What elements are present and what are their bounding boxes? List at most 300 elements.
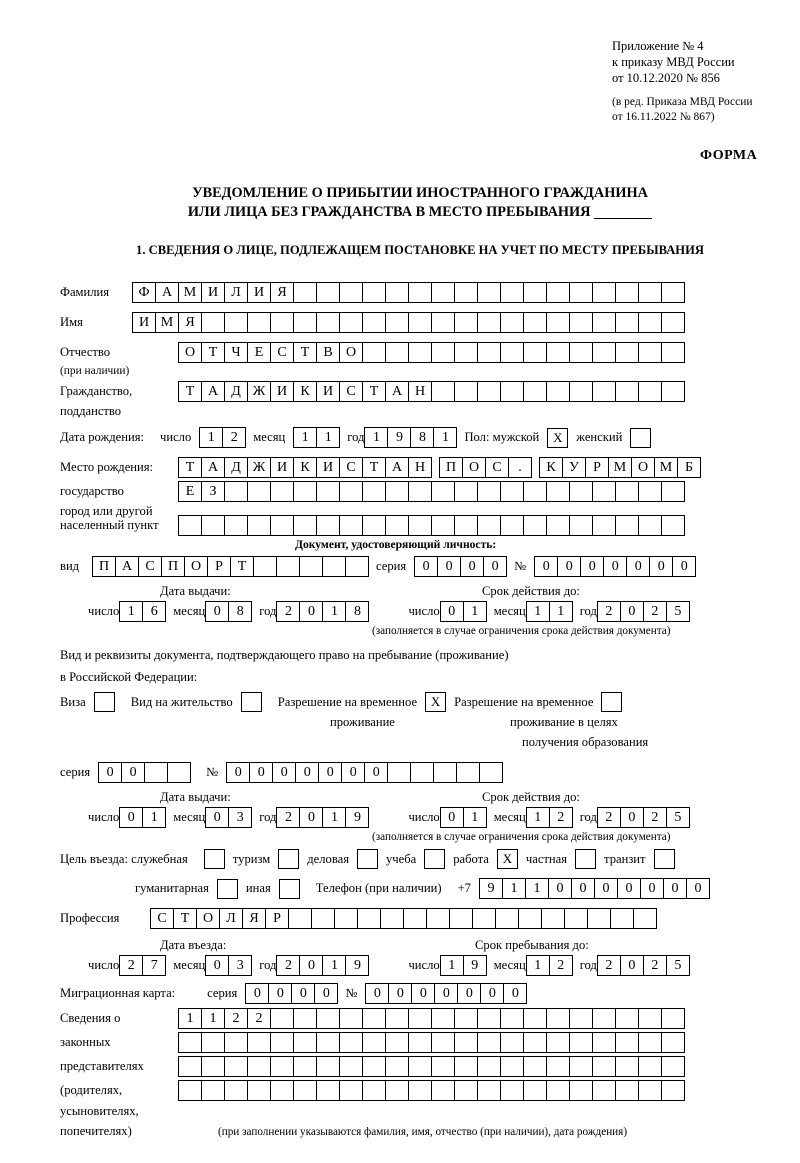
- char-cell[interactable]: [293, 481, 317, 502]
- char-cell[interactable]: [431, 1056, 455, 1077]
- char-cell[interactable]: 0: [299, 955, 323, 976]
- char-cell[interactable]: [408, 515, 432, 536]
- birth-state-boxes[interactable]: [178, 457, 431, 478]
- char-cell[interactable]: [569, 342, 593, 363]
- char-cell[interactable]: А: [385, 457, 409, 478]
- char-cell[interactable]: [293, 282, 317, 303]
- char-cell[interactable]: [339, 1056, 363, 1077]
- entry-year-boxes[interactable]: [276, 955, 368, 976]
- char-cell[interactable]: 5: [666, 955, 690, 976]
- char-cell[interactable]: 0: [434, 983, 458, 1004]
- char-cell[interactable]: Т: [178, 457, 202, 478]
- permit-issue-month-boxes[interactable]: [205, 807, 251, 828]
- permit-series-boxes[interactable]: [98, 762, 190, 783]
- char-cell[interactable]: 1: [119, 601, 143, 622]
- char-cell[interactable]: [334, 908, 358, 929]
- char-cell[interactable]: [339, 1032, 363, 1053]
- char-cell[interactable]: 1: [463, 601, 487, 622]
- permit-valid-day-boxes[interactable]: [440, 807, 486, 828]
- char-cell[interactable]: [385, 1008, 409, 1029]
- char-cell[interactable]: [546, 342, 570, 363]
- birth-state-tail-boxes[interactable]: [439, 457, 531, 478]
- char-cell[interactable]: 0: [365, 983, 389, 1004]
- char-cell[interactable]: 1: [549, 601, 573, 622]
- char-cell[interactable]: О: [462, 457, 486, 478]
- sex-male-checkbox[interactable]: X: [547, 428, 568, 448]
- char-cell[interactable]: [661, 1056, 685, 1077]
- doc-series-boxes[interactable]: [414, 556, 506, 577]
- char-cell[interactable]: П: [439, 457, 463, 478]
- char-cell[interactable]: [569, 282, 593, 303]
- legal-reps-boxes-4[interactable]: [178, 1080, 684, 1101]
- permit-valid-year-boxes[interactable]: [597, 807, 689, 828]
- char-cell[interactable]: 1: [364, 427, 388, 448]
- char-cell[interactable]: [201, 1080, 225, 1101]
- char-cell[interactable]: И: [132, 312, 156, 333]
- char-cell[interactable]: Т: [293, 342, 317, 363]
- char-cell[interactable]: Т: [362, 381, 386, 402]
- char-cell[interactable]: [362, 342, 386, 363]
- char-cell[interactable]: 0: [603, 556, 627, 577]
- char-cell[interactable]: Н: [408, 457, 432, 478]
- char-cell[interactable]: [477, 1080, 501, 1101]
- char-cell[interactable]: [541, 908, 565, 929]
- purpose-study-checkbox[interactable]: [424, 849, 445, 869]
- char-cell[interactable]: 2: [276, 601, 300, 622]
- char-cell[interactable]: И: [270, 457, 294, 478]
- char-cell[interactable]: [408, 312, 432, 333]
- char-cell[interactable]: [477, 1056, 501, 1077]
- permit-number-boxes[interactable]: [226, 762, 502, 783]
- char-cell[interactable]: 0: [437, 556, 461, 577]
- char-cell[interactable]: [477, 481, 501, 502]
- char-cell[interactable]: [546, 515, 570, 536]
- char-cell[interactable]: [144, 762, 168, 783]
- char-cell[interactable]: [472, 908, 496, 929]
- char-cell[interactable]: [253, 556, 277, 577]
- char-cell[interactable]: [523, 381, 547, 402]
- char-cell[interactable]: 0: [205, 807, 229, 828]
- char-cell[interactable]: 0: [457, 983, 481, 1004]
- sex-female-checkbox[interactable]: [630, 428, 651, 448]
- char-cell[interactable]: А: [155, 282, 179, 303]
- char-cell[interactable]: 0: [364, 762, 388, 783]
- char-cell[interactable]: 0: [268, 983, 292, 1004]
- char-cell[interactable]: 1: [322, 807, 346, 828]
- char-cell[interactable]: [247, 481, 271, 502]
- patronymic-boxes[interactable]: [178, 342, 684, 363]
- stay-day-boxes[interactable]: [440, 955, 486, 976]
- char-cell[interactable]: С: [485, 457, 509, 478]
- char-cell[interactable]: [661, 1080, 685, 1101]
- entry-month-boxes[interactable]: [205, 955, 251, 976]
- char-cell[interactable]: [362, 1080, 386, 1101]
- char-cell[interactable]: [638, 481, 662, 502]
- char-cell[interactable]: 0: [119, 807, 143, 828]
- char-cell[interactable]: А: [201, 457, 225, 478]
- char-cell[interactable]: [615, 1056, 639, 1077]
- char-cell[interactable]: [201, 1032, 225, 1053]
- char-cell[interactable]: [454, 1032, 478, 1053]
- char-cell[interactable]: Т: [201, 342, 225, 363]
- char-cell[interactable]: Р: [265, 908, 289, 929]
- char-cell[interactable]: Т: [362, 457, 386, 478]
- char-cell[interactable]: 0: [503, 983, 527, 1004]
- char-cell[interactable]: Е: [247, 342, 271, 363]
- char-cell[interactable]: К: [293, 381, 317, 402]
- char-cell[interactable]: [454, 1080, 478, 1101]
- char-cell[interactable]: 2: [549, 807, 573, 828]
- char-cell[interactable]: [339, 481, 363, 502]
- char-cell[interactable]: 9: [387, 427, 411, 448]
- char-cell[interactable]: [322, 556, 346, 577]
- char-cell[interactable]: [408, 282, 432, 303]
- char-cell[interactable]: М: [178, 282, 202, 303]
- char-cell[interactable]: [316, 1032, 340, 1053]
- char-cell[interactable]: 2: [224, 1008, 248, 1029]
- char-cell[interactable]: [500, 1008, 524, 1029]
- char-cell[interactable]: И: [247, 282, 271, 303]
- char-cell[interactable]: [387, 762, 411, 783]
- char-cell[interactable]: [362, 312, 386, 333]
- char-cell[interactable]: Б: [677, 457, 701, 478]
- char-cell[interactable]: 0: [318, 762, 342, 783]
- char-cell[interactable]: [339, 282, 363, 303]
- purpose-private-checkbox[interactable]: [575, 849, 596, 869]
- char-cell[interactable]: 0: [295, 762, 319, 783]
- char-cell[interactable]: [546, 1032, 570, 1053]
- char-cell[interactable]: [569, 1032, 593, 1053]
- char-cell[interactable]: [661, 1008, 685, 1029]
- char-cell[interactable]: [454, 342, 478, 363]
- birth-city-row2-boxes[interactable]: [178, 481, 684, 502]
- char-cell[interactable]: [247, 1032, 271, 1053]
- char-cell[interactable]: 0: [341, 762, 365, 783]
- char-cell[interactable]: [224, 1032, 248, 1053]
- char-cell[interactable]: С: [270, 342, 294, 363]
- char-cell[interactable]: [592, 342, 616, 363]
- char-cell[interactable]: [592, 1080, 616, 1101]
- char-cell[interactable]: 8: [345, 601, 369, 622]
- char-cell[interactable]: 0: [272, 762, 296, 783]
- phone-boxes[interactable]: [479, 878, 709, 899]
- char-cell[interactable]: [569, 1080, 593, 1101]
- char-cell[interactable]: 2: [643, 601, 667, 622]
- char-cell[interactable]: 0: [460, 556, 484, 577]
- doc-valid-month-boxes[interactable]: [526, 601, 572, 622]
- char-cell[interactable]: [569, 312, 593, 333]
- char-cell[interactable]: [564, 908, 588, 929]
- char-cell[interactable]: 0: [480, 983, 504, 1004]
- char-cell[interactable]: [288, 908, 312, 929]
- char-cell[interactable]: 5: [666, 807, 690, 828]
- char-cell[interactable]: [224, 481, 248, 502]
- char-cell[interactable]: [276, 556, 300, 577]
- char-cell[interactable]: [454, 381, 478, 402]
- purpose-business-checkbox[interactable]: [357, 849, 378, 869]
- char-cell[interactable]: 9: [479, 878, 503, 899]
- char-cell[interactable]: [178, 515, 202, 536]
- char-cell[interactable]: 9: [463, 955, 487, 976]
- char-cell[interactable]: [638, 381, 662, 402]
- char-cell[interactable]: 1: [322, 955, 346, 976]
- char-cell[interactable]: [270, 312, 294, 333]
- char-cell[interactable]: [546, 282, 570, 303]
- doc-issue-month-boxes[interactable]: [205, 601, 251, 622]
- doc-number-boxes[interactable]: [534, 556, 695, 577]
- char-cell[interactable]: [362, 282, 386, 303]
- char-cell[interactable]: Д: [224, 457, 248, 478]
- char-cell[interactable]: М: [155, 312, 179, 333]
- char-cell[interactable]: [385, 312, 409, 333]
- char-cell[interactable]: [638, 1032, 662, 1053]
- char-cell[interactable]: 2: [276, 807, 300, 828]
- char-cell[interactable]: 0: [672, 556, 696, 577]
- char-cell[interactable]: [615, 1032, 639, 1053]
- entry-day-boxes[interactable]: [119, 955, 165, 976]
- char-cell[interactable]: 0: [440, 601, 464, 622]
- char-cell[interactable]: [316, 1056, 340, 1077]
- char-cell[interactable]: С: [339, 381, 363, 402]
- char-cell[interactable]: [615, 282, 639, 303]
- char-cell[interactable]: [477, 312, 501, 333]
- char-cell[interactable]: К: [293, 457, 317, 478]
- char-cell[interactable]: [408, 481, 432, 502]
- char-cell[interactable]: 0: [620, 955, 644, 976]
- char-cell[interactable]: [431, 481, 455, 502]
- char-cell[interactable]: [592, 381, 616, 402]
- char-cell[interactable]: [270, 1080, 294, 1101]
- char-cell[interactable]: [408, 342, 432, 363]
- char-cell[interactable]: О: [178, 342, 202, 363]
- residence-permit-checkbox[interactable]: [241, 692, 262, 712]
- char-cell[interactable]: [431, 381, 455, 402]
- char-cell[interactable]: 0: [245, 983, 269, 1004]
- char-cell[interactable]: И: [201, 282, 225, 303]
- char-cell[interactable]: [615, 312, 639, 333]
- char-cell[interactable]: А: [385, 381, 409, 402]
- char-cell[interactable]: [592, 1008, 616, 1029]
- char-cell[interactable]: 1: [178, 1008, 202, 1029]
- char-cell[interactable]: 0: [483, 556, 507, 577]
- char-cell[interactable]: С: [150, 908, 174, 929]
- char-cell[interactable]: [316, 282, 340, 303]
- char-cell[interactable]: 0: [121, 762, 145, 783]
- char-cell[interactable]: [500, 282, 524, 303]
- char-cell[interactable]: 1: [293, 427, 317, 448]
- name-boxes[interactable]: [132, 312, 684, 333]
- char-cell[interactable]: [500, 1032, 524, 1053]
- char-cell[interactable]: [569, 481, 593, 502]
- char-cell[interactable]: [500, 381, 524, 402]
- char-cell[interactable]: 2: [119, 955, 143, 976]
- char-cell[interactable]: [270, 1008, 294, 1029]
- char-cell[interactable]: Т: [173, 908, 197, 929]
- char-cell[interactable]: Л: [224, 282, 248, 303]
- char-cell[interactable]: 0: [649, 556, 673, 577]
- char-cell[interactable]: [569, 381, 593, 402]
- char-cell[interactable]: [592, 282, 616, 303]
- char-cell[interactable]: О: [339, 342, 363, 363]
- char-cell[interactable]: [431, 282, 455, 303]
- char-cell[interactable]: [638, 312, 662, 333]
- char-cell[interactable]: [431, 1008, 455, 1029]
- char-cell[interactable]: [293, 1032, 317, 1053]
- char-cell[interactable]: [523, 481, 547, 502]
- doc-issue-day-boxes[interactable]: [119, 601, 165, 622]
- char-cell[interactable]: А: [115, 556, 139, 577]
- char-cell[interactable]: [224, 1080, 248, 1101]
- char-cell[interactable]: [449, 908, 473, 929]
- char-cell[interactable]: [518, 908, 542, 929]
- birth-city-row3-boxes[interactable]: [178, 515, 684, 536]
- char-cell[interactable]: [362, 515, 386, 536]
- char-cell[interactable]: В: [316, 342, 340, 363]
- char-cell[interactable]: 7: [142, 955, 166, 976]
- purpose-work-checkbox[interactable]: X: [497, 849, 518, 869]
- char-cell[interactable]: [431, 1080, 455, 1101]
- char-cell[interactable]: [546, 312, 570, 333]
- char-cell[interactable]: [270, 515, 294, 536]
- char-cell[interactable]: М: [654, 457, 678, 478]
- char-cell[interactable]: [500, 481, 524, 502]
- char-cell[interactable]: [408, 1080, 432, 1101]
- temp-residence-checkbox[interactable]: X: [425, 692, 446, 712]
- char-cell[interactable]: .: [508, 457, 532, 478]
- char-cell[interactable]: 1: [502, 878, 526, 899]
- char-cell[interactable]: 1: [322, 601, 346, 622]
- char-cell[interactable]: 2: [597, 955, 621, 976]
- char-cell[interactable]: П: [161, 556, 185, 577]
- char-cell[interactable]: Я: [242, 908, 266, 929]
- char-cell[interactable]: 1: [142, 807, 166, 828]
- char-cell[interactable]: [362, 1056, 386, 1077]
- char-cell[interactable]: [408, 1032, 432, 1053]
- profession-boxes[interactable]: [150, 908, 656, 929]
- char-cell[interactable]: [615, 381, 639, 402]
- char-cell[interactable]: П: [92, 556, 116, 577]
- mig-number-boxes[interactable]: [365, 983, 526, 1004]
- char-cell[interactable]: [477, 515, 501, 536]
- char-cell[interactable]: [224, 515, 248, 536]
- char-cell[interactable]: [339, 1008, 363, 1029]
- char-cell[interactable]: [546, 1056, 570, 1077]
- char-cell[interactable]: 1: [463, 807, 487, 828]
- birth-city-tail-boxes[interactable]: [539, 457, 700, 478]
- char-cell[interactable]: [316, 1008, 340, 1029]
- char-cell[interactable]: 9: [345, 955, 369, 976]
- char-cell[interactable]: [247, 1080, 271, 1101]
- char-cell[interactable]: [546, 381, 570, 402]
- char-cell[interactable]: [247, 312, 271, 333]
- permit-issue-day-boxes[interactable]: [119, 807, 165, 828]
- char-cell[interactable]: И: [316, 381, 340, 402]
- char-cell[interactable]: [316, 481, 340, 502]
- legal-reps-boxes-2[interactable]: [178, 1032, 684, 1053]
- char-cell[interactable]: [523, 515, 547, 536]
- char-cell[interactable]: [569, 1008, 593, 1029]
- char-cell[interactable]: [615, 342, 639, 363]
- char-cell[interactable]: [592, 1032, 616, 1053]
- mig-series-boxes[interactable]: [245, 983, 337, 1004]
- char-cell[interactable]: [638, 282, 662, 303]
- char-cell[interactable]: Т: [230, 556, 254, 577]
- birth-day-boxes[interactable]: [199, 427, 245, 448]
- char-cell[interactable]: 0: [414, 556, 438, 577]
- char-cell[interactable]: 2: [597, 601, 621, 622]
- char-cell[interactable]: 0: [205, 955, 229, 976]
- char-cell[interactable]: [362, 1032, 386, 1053]
- char-cell[interactable]: [592, 515, 616, 536]
- char-cell[interactable]: 0: [580, 556, 604, 577]
- char-cell[interactable]: Н: [408, 381, 432, 402]
- char-cell[interactable]: [569, 1056, 593, 1077]
- char-cell[interactable]: С: [339, 457, 363, 478]
- char-cell[interactable]: [385, 1056, 409, 1077]
- char-cell[interactable]: Ч: [224, 342, 248, 363]
- char-cell[interactable]: [380, 908, 404, 929]
- char-cell[interactable]: 0: [411, 983, 435, 1004]
- char-cell[interactable]: [477, 282, 501, 303]
- char-cell[interactable]: 9: [345, 807, 369, 828]
- birth-month-boxes[interactable]: [293, 427, 339, 448]
- char-cell[interactable]: [661, 481, 685, 502]
- char-cell[interactable]: 2: [222, 427, 246, 448]
- char-cell[interactable]: 0: [571, 878, 595, 899]
- char-cell[interactable]: [293, 1056, 317, 1077]
- char-cell[interactable]: [638, 342, 662, 363]
- legal-reps-boxes-3[interactable]: [178, 1056, 684, 1077]
- char-cell[interactable]: [293, 312, 317, 333]
- char-cell[interactable]: [270, 1032, 294, 1053]
- char-cell[interactable]: [385, 342, 409, 363]
- char-cell[interactable]: [500, 1080, 524, 1101]
- char-cell[interactable]: [316, 515, 340, 536]
- char-cell[interactable]: [523, 312, 547, 333]
- char-cell[interactable]: О: [184, 556, 208, 577]
- char-cell[interactable]: У: [562, 457, 586, 478]
- char-cell[interactable]: 0: [594, 878, 618, 899]
- char-cell[interactable]: [357, 908, 381, 929]
- char-cell[interactable]: [661, 282, 685, 303]
- char-cell[interactable]: 0: [620, 601, 644, 622]
- char-cell[interactable]: 0: [626, 556, 650, 577]
- char-cell[interactable]: 0: [640, 878, 664, 899]
- char-cell[interactable]: [454, 282, 478, 303]
- char-cell[interactable]: [433, 762, 457, 783]
- char-cell[interactable]: [431, 342, 455, 363]
- citizenship-boxes[interactable]: [178, 381, 684, 402]
- char-cell[interactable]: [477, 381, 501, 402]
- char-cell[interactable]: [500, 515, 524, 536]
- char-cell[interactable]: [454, 1008, 478, 1029]
- char-cell[interactable]: 1: [526, 601, 550, 622]
- char-cell[interactable]: [546, 1080, 570, 1101]
- char-cell[interactable]: [362, 1008, 386, 1029]
- char-cell[interactable]: [569, 515, 593, 536]
- char-cell[interactable]: 3: [228, 807, 252, 828]
- char-cell[interactable]: [339, 1080, 363, 1101]
- char-cell[interactable]: [293, 1080, 317, 1101]
- char-cell[interactable]: [201, 312, 225, 333]
- char-cell[interactable]: [479, 762, 503, 783]
- char-cell[interactable]: [431, 312, 455, 333]
- char-cell[interactable]: [408, 1056, 432, 1077]
- purpose-other-checkbox[interactable]: [279, 879, 300, 899]
- char-cell[interactable]: [661, 515, 685, 536]
- char-cell[interactable]: [178, 1080, 202, 1101]
- char-cell[interactable]: 1: [440, 955, 464, 976]
